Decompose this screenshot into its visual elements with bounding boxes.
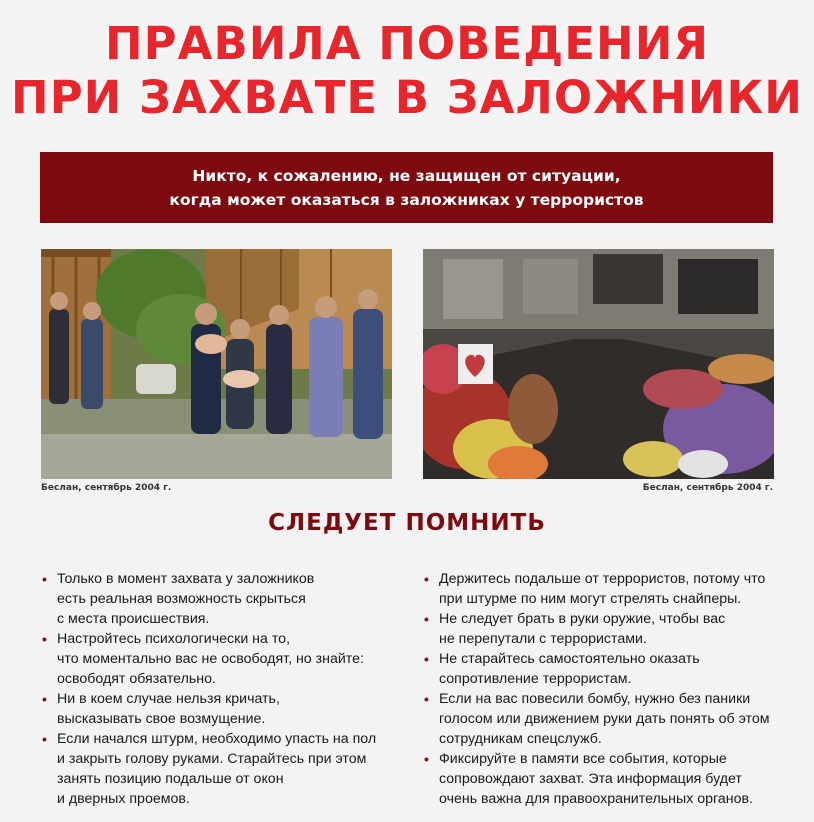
banner-line-2: когда может оказаться в заложниках у террористов bbox=[169, 190, 644, 209]
poster-title-line-2: ПРИ ЗАХВАТЕ В ЗАЛОЖНИКИ bbox=[11, 71, 803, 124]
bullet-icon: • bbox=[42, 571, 47, 587]
rule-text-line: голосом или движением руки дать понять об этом bbox=[439, 711, 770, 727]
banner-line-1: Никто, к сожалению, не защищен от ситуации, bbox=[192, 166, 621, 185]
poster-title-line-1: ПРАВИЛА ПОВЕДЕНИЯ bbox=[104, 17, 710, 70]
rule-text-line: есть реальная возможность скрыться bbox=[57, 591, 306, 607]
rule-text-line: высказывать свое возмущение. bbox=[57, 711, 266, 727]
rule-text-line: Не следует брать в руки оружие, чтобы вас bbox=[439, 611, 726, 627]
photo-caption-right: Беслан, сентябрь 2004 г. bbox=[642, 483, 773, 493]
rule-text-line: освободят обязательно. bbox=[57, 671, 216, 687]
bullet-icon: • bbox=[42, 731, 47, 747]
photo-rescue-scene bbox=[41, 249, 392, 479]
warning-banner bbox=[40, 152, 773, 223]
rule-text-line: не перепутали с террористами. bbox=[439, 631, 647, 647]
rule-text-line: сопротивление террористам. bbox=[439, 671, 632, 687]
bullet-icon: • bbox=[42, 691, 47, 707]
photo-caption-left: Беслан, сентябрь 2004 г. bbox=[41, 483, 172, 493]
rule-text-line: Если на вас повесили бомбу, нужно без паники bbox=[439, 691, 751, 707]
rule-text-line: сопровождают захват. Эта информация будет bbox=[439, 771, 742, 787]
bullet-icon: • bbox=[424, 571, 429, 587]
rule-item bbox=[42, 689, 392, 729]
rule-item bbox=[424, 749, 784, 809]
rule-text-line: с места происшествия. bbox=[57, 611, 210, 627]
rule-text-line: Ни в коем случае нельзя кричать, bbox=[57, 691, 280, 707]
rule-text-line: Только в момент захвата у заложников bbox=[57, 571, 315, 587]
bullet-icon: • bbox=[424, 651, 429, 667]
rule-text-line: Не старайтесь самостоятельно оказать bbox=[439, 651, 700, 667]
bullet-icon: • bbox=[424, 611, 429, 627]
bullet-icon: • bbox=[424, 691, 429, 707]
rule-item bbox=[42, 629, 392, 689]
rule-item bbox=[424, 569, 784, 609]
rule-text-line: что моментально вас не освободят, но знайте: bbox=[57, 651, 364, 667]
rule-text-line: и дверных проемов. bbox=[57, 791, 190, 807]
rule-text-line: и закрыть голову руками. Старайтесь при этом bbox=[57, 751, 367, 767]
photo-memorial-gym bbox=[423, 249, 774, 479]
section-title: СЛЕДУЕТ ПОМНИТЬ bbox=[268, 510, 546, 536]
rule-item bbox=[42, 569, 392, 629]
rule-item bbox=[424, 649, 784, 689]
bullet-icon: • bbox=[424, 751, 429, 767]
rule-text-line: Фиксируйте в памяти все события, которые bbox=[439, 751, 727, 767]
rule-text-line: Держитесь подальше от террористов, потому что bbox=[439, 571, 766, 587]
rules-list-right bbox=[424, 569, 784, 809]
rule-text-line: Настройтесь психологически на то, bbox=[57, 631, 291, 647]
rule-text-line: занять позицию подальше от окон bbox=[57, 771, 284, 787]
rule-item bbox=[42, 729, 392, 809]
rule-item bbox=[424, 689, 784, 749]
rule-text-line: Если начался штурм, необходимо упасть на пол bbox=[57, 731, 377, 747]
rule-item bbox=[424, 609, 784, 649]
rule-text-line: при штурме по ним могут стрелять снайперы. bbox=[439, 591, 742, 607]
rule-text-line: очень важна для правоохранительных органов. bbox=[439, 791, 753, 807]
bullet-icon: • bbox=[42, 631, 47, 647]
rules-list-left bbox=[42, 569, 392, 809]
rule-text-line: сотрудникам спецслужб. bbox=[439, 731, 602, 747]
